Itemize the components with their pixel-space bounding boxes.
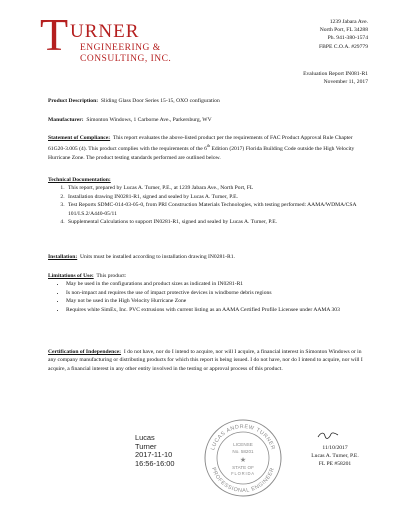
list-item: 1. This report, prepared by Lucas A. Turner, P.E., at 1239 Jabara Ave., North Port, FL	[66, 184, 364, 192]
list-item: • Is non-impact and requires the use of impact protective devices in windborne debris regions	[66, 289, 364, 297]
certification-of-independence	[48, 348, 364, 373]
statement-superscript: th	[206, 143, 211, 149]
digital-signature-stamp	[135, 434, 174, 468]
technical-list	[48, 184, 364, 226]
list-item: 2. Installation drawing IN0281-R1, signed and sealed by Lucas A. Turner, P.E.	[66, 193, 364, 201]
report-date: November 11, 2017	[323, 79, 368, 86]
product-description-text: Sliding Glass Door Series 15-15, OXO configuration	[100, 98, 220, 104]
seal-license: LICENSE	[233, 442, 253, 447]
report-number: Evaluation Report IN081-R1	[303, 71, 368, 77]
seal-bottom-text: PROFESSIONAL ENGINEER	[210, 466, 276, 495]
company-logo	[40, 9, 200, 76]
logo-initial: T	[40, 9, 69, 60]
list-item: • May be used in the configurations and product sizes as indicated in IN0281-R1	[66, 280, 364, 288]
seal-top-text: LUCAS ANDREW TURNER	[210, 423, 276, 451]
stamp-first-name: Lucas	[135, 433, 155, 442]
signature-license: FL PE #58201	[318, 461, 352, 467]
limitations-text: This product:	[96, 273, 127, 279]
seal-number: No. 58201	[232, 449, 254, 454]
address-line: 1239 Jabara Ave.	[329, 19, 368, 25]
statement-of-compliance	[48, 134, 364, 162]
certification-text: I do not have, nor do I intend to acquire, nor will I acquire, a financial interest in Simonton Windows or in any company manufacturing or distributing products for which this report is being issued. I do not have, nor do I intend to acquire, nor will I acquire, a financial interest in any other entity involved in the testing or approval process of this product.	[48, 349, 363, 372]
signature-name: Lucas A. Turner, P.E.	[311, 453, 359, 459]
address-line: North Port, FL 34288	[319, 27, 368, 34]
product-description	[48, 97, 364, 105]
address-line: Ph. 941-380-1574	[327, 35, 368, 42]
statement-text-end: Edition (2017) Florida Building Code outside the High Velocity Hurricane Zone. The product testing standards performed are outlined below.	[48, 146, 355, 161]
list-item: 4. Supplemental Calculations to support IN0281-R1, signed and sealed by Lucas A. Turner, P.E.	[66, 218, 364, 226]
logo-name: URNER	[70, 21, 140, 42]
manufacturer-text: Simonton Windows, 1 Carborne Ave., Parkersburg, WV	[86, 117, 212, 123]
stamp-time: 16:56-16:00	[135, 458, 175, 468]
manufacturer-label: Manufacturer:	[48, 117, 84, 123]
logo-line-3: CONSULTING, INC.	[80, 54, 172, 64]
seal-star-icon: ★	[239, 456, 247, 464]
limitations-list	[48, 280, 364, 314]
company-address	[319, 18, 368, 51]
product-description-label: Product Description:	[48, 98, 99, 104]
logo-line-2: ENGINEERING &	[80, 43, 161, 53]
installation-label: Installation:	[48, 254, 78, 260]
technical-documentation	[48, 176, 364, 226]
handwritten-signature	[316, 430, 340, 440]
list-item: • Requires white SimEx, Inc. PVC extrusions with current listing as an AAMA Certified Profile Licensee under AAMA 303	[66, 306, 364, 314]
signature-block	[300, 444, 370, 468]
manufacturer	[48, 116, 364, 124]
limitations-of-use	[48, 272, 364, 314]
list-item: 3. Test Reports SDMC-014-03-05-0, from PRI Construction Materials Technologies, with testing performed: AAMA/WDMA/CSA 101/I.S.2/A440-05/11	[66, 201, 364, 218]
stamp-date: 2017-11-10	[135, 450, 173, 460]
technical-label: Technical Documentation:	[48, 177, 111, 183]
address-line: FBPE C.O.A. #29779	[319, 43, 368, 50]
limitations-label: Limitations of Use:	[48, 273, 94, 279]
list-item: • May not be used in the High Velocity Hurricane Zone	[66, 297, 364, 305]
report-header	[303, 70, 368, 86]
installation	[48, 253, 364, 261]
seal-state-of: STATE OF	[232, 465, 254, 470]
certification-label: Certification of Independence:	[48, 349, 122, 355]
statement-label: Statement of Compliance:	[48, 135, 111, 141]
statement-text: This report evaluates the above-listed product per the requirements of FAC Product Approval Rule Chapter 61G20-3.005 (4). This product complies with the requirements of the 6	[48, 135, 353, 153]
signature-date: 11/10/2017	[322, 445, 348, 451]
installation-text: Units must be installed according to installation drawing IN0281-R1.	[80, 254, 235, 260]
seal-florida: FLORIDA	[231, 471, 255, 476]
stamp-last-name: Turner	[135, 441, 157, 451]
engineer-seal	[203, 418, 283, 498]
